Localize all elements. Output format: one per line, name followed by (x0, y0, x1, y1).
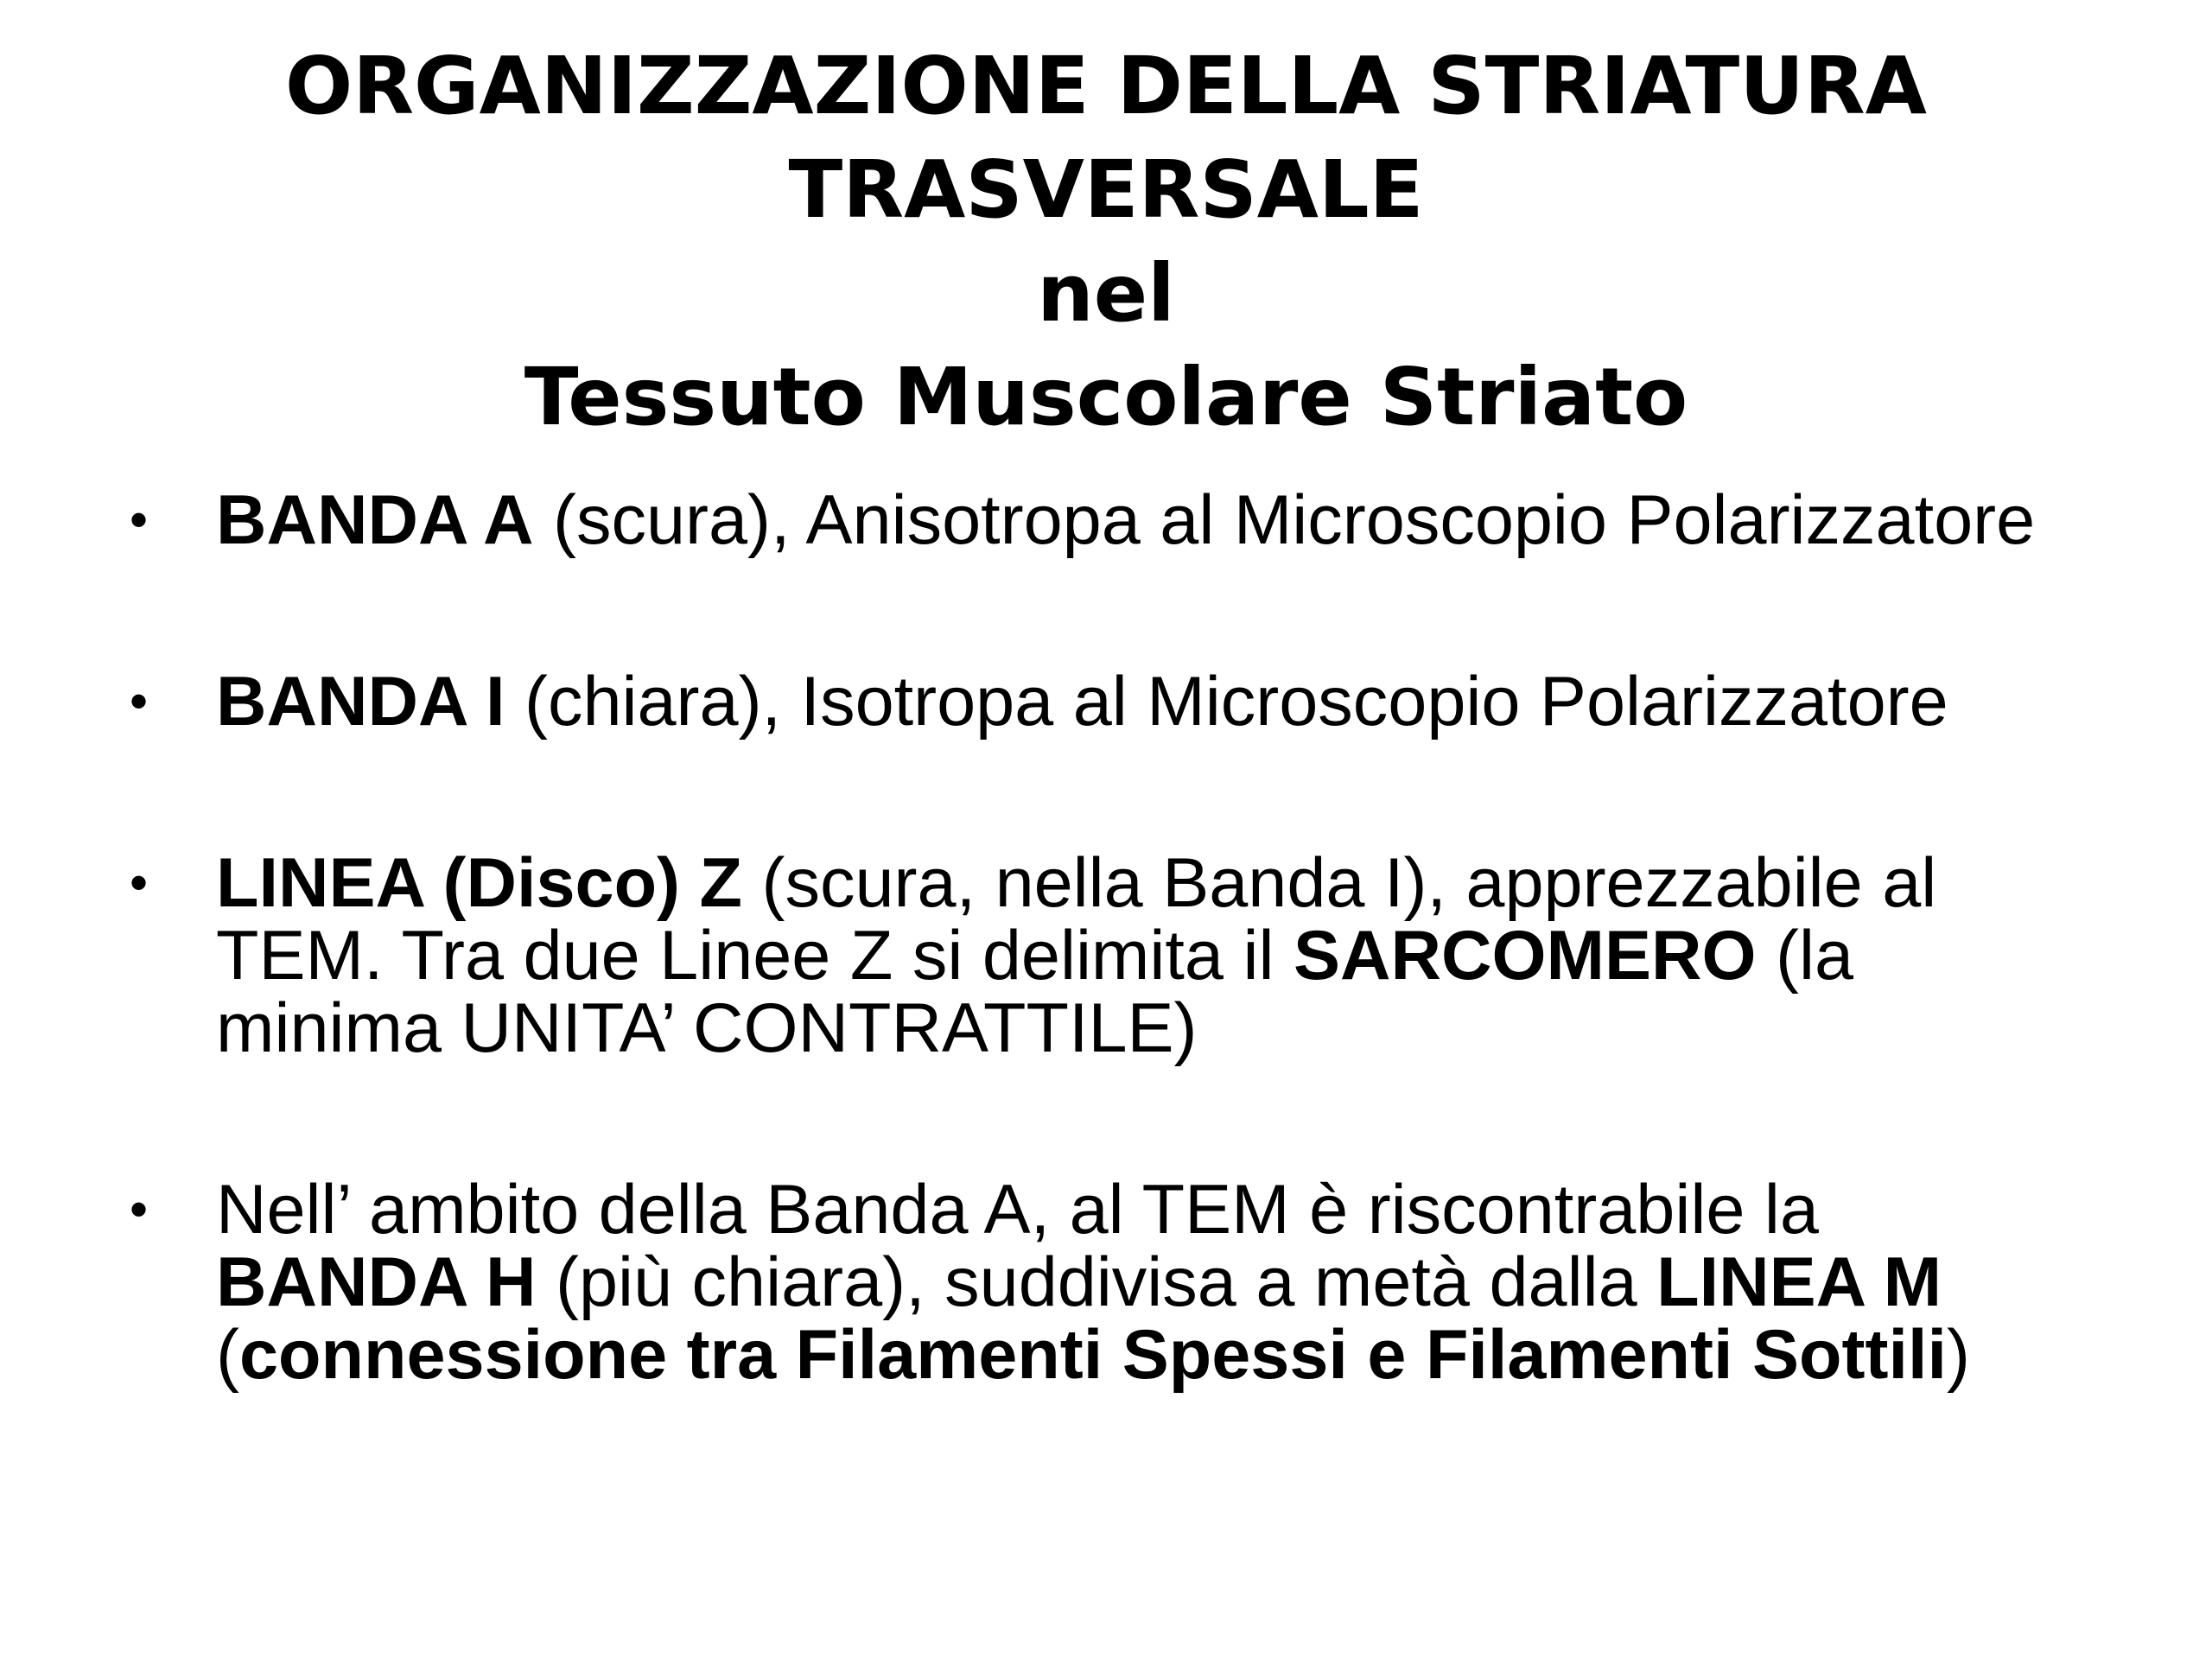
term-sarcomero: SARCOMERO (1293, 917, 1757, 995)
intro-banda-h: Nell’ ambito della Banda A, al TEM è riscontrabile la (216, 1171, 1819, 1249)
title-line-4: Tessuto Muscolare Striato (524, 351, 1688, 443)
bullet-dot: • (130, 491, 149, 549)
desc-linea-z: (scura, nella Banda I), apprezzabile al TEM. Tra due Linee Z si delimita il (216, 844, 1937, 995)
desc-banda-a: (scura), Anisotropa al Microscopio Polarizzatore (533, 481, 2036, 559)
term-linea-m: LINEA M (1656, 1243, 1942, 1321)
title-line-2: TRASVERSALE (788, 143, 1424, 236)
title-line-3: nel (1037, 247, 1175, 340)
bullet-list (130, 481, 2082, 1394)
paren-open: ( (216, 1316, 239, 1394)
bullet-banda-a (130, 481, 2082, 559)
bullet-linea-z (130, 844, 2082, 1067)
desc-banda-h: (più chiara), suddivisa a metà dalla (536, 1243, 1657, 1321)
paren-close: ) (1946, 1316, 1970, 1394)
term-connessione: connessione tra Filamenti Spessi e Filamenti Sottili (238, 1316, 1947, 1394)
desc-sarcomero: (la minima UNITA’ CONTRATTILE) (216, 917, 1854, 1067)
bullet-dot: • (130, 1180, 149, 1238)
term-linea-z: LINEA (Disco) Z (216, 844, 743, 922)
bullet-dot: • (130, 672, 149, 730)
slide-title (0, 35, 2212, 449)
bullet-banda-h (130, 1171, 2082, 1394)
term-banda-a: BANDA A (216, 481, 534, 559)
title-line-1: ORGANIZZAZIONE DELLA STRIATURA (285, 40, 1927, 132)
bullet-banda-i (130, 663, 2082, 741)
term-banda-h: BANDA H (216, 1243, 537, 1321)
bullet-dot: • (130, 854, 149, 912)
desc-banda-i: (chiara), Isotropa al Microscopio Polarizzatore (505, 663, 1948, 741)
term-banda-i: BANDA I (216, 663, 505, 741)
